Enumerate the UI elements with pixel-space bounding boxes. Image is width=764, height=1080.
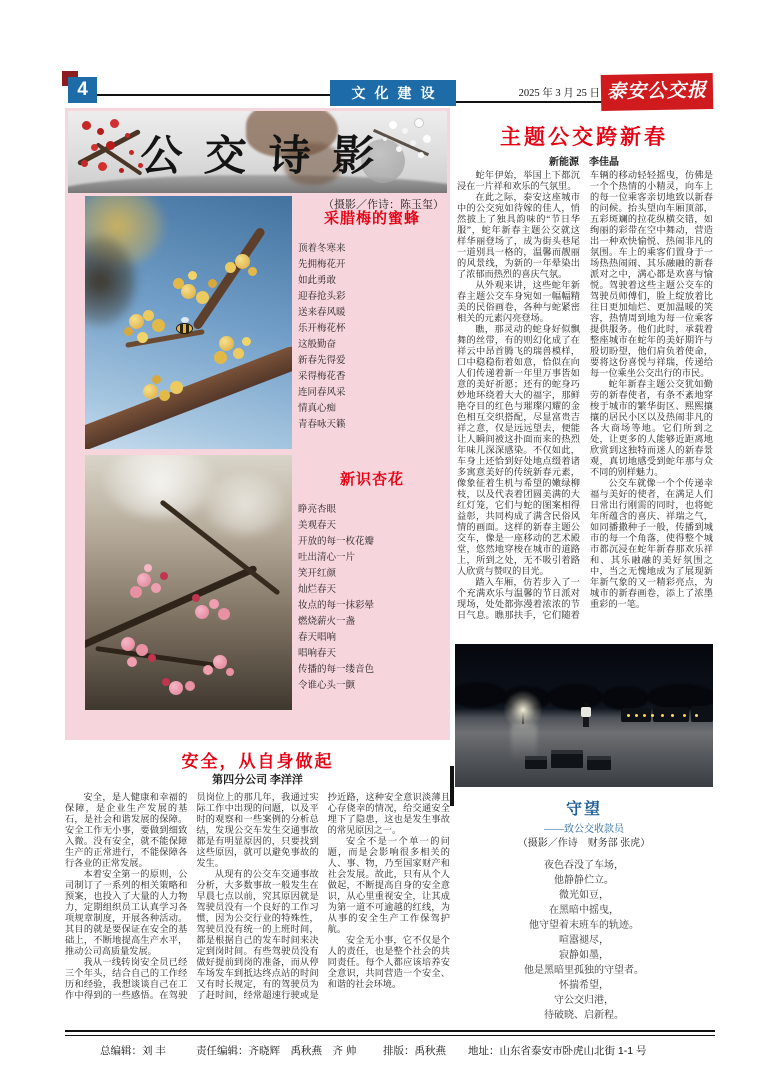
safety-article-body bbox=[65, 792, 450, 1024]
poem-line: 采得梅花香 bbox=[298, 372, 346, 382]
poem-lines bbox=[298, 502, 446, 694]
blurred-blossom-decoration bbox=[205, 475, 285, 535]
bee-wing bbox=[181, 317, 189, 323]
parked-bus bbox=[653, 707, 689, 722]
poem-line: 妆点的每一抹彩晕 bbox=[298, 601, 375, 611]
poem-line: 唱响春天 bbox=[298, 649, 337, 659]
footer-rule bbox=[65, 1035, 715, 1036]
poem-line: 美观春天 bbox=[298, 521, 337, 531]
masthead-logo: 泰安公交报 bbox=[601, 73, 714, 111]
poem-line: 先拥梅花开 bbox=[298, 260, 346, 270]
branch-decoration bbox=[85, 343, 292, 449]
issue-date: 2025 年 3 月 25 日 bbox=[518, 88, 600, 99]
poem-line: 他守望着末班车的轨迹。 bbox=[529, 920, 639, 931]
poem-line: 在黑暗中摇曳， bbox=[549, 905, 619, 916]
poem-line: 喧嚣褪尽， bbox=[559, 935, 609, 946]
cash-box bbox=[551, 750, 583, 768]
wintersweet-flower bbox=[143, 384, 158, 399]
paragraph: 我从一线转岗安全员已经三个年头，结合自己的工作经历和经验，我想谈谈自己在工作中得到的一些感悟。在驾驶员岗位上的那几年，我通过实际工作中出现的问题，以及平时的观察和一些案例的分析总结，发现公交车发生交通事故都是有明显原因的，只要找到这些原因，就可以避免事故的发生。 bbox=[65, 792, 319, 1000]
paragraph: 安全无小事，它不仅是个人的责任，也是整个社会的共同责任。每个人都应该培养安全意识，共同营造一个安全、和谐的社会环境。 bbox=[327, 935, 450, 989]
poem-line: 情真心痴 bbox=[298, 404, 337, 414]
parked-bus bbox=[691, 706, 713, 722]
banner-title: 公交诗影 bbox=[139, 134, 398, 180]
page-number: 4 bbox=[68, 77, 97, 103]
wintersweet-flower bbox=[219, 336, 234, 351]
paragraph: 安全，是人健康和幸福的保障，是企业生产发展的基石，是社会和谐发展的保障。安全工作无小事，要做到细致入微。没有安全，就不能保障生产的正常进行，不能保障各行各业的正常发展。 bbox=[65, 792, 188, 868]
paragraph: 公交车就像一个个传递幸福与美好的使者，在满足人们日常出行刚需的同时，也将蛇年所蕴含的喜庆、祥瑞之气，如同播撒种子一般，传播到城市的每一个角落，使得整个城市都沉浸在蛇年新春那欢乐祥和、其乐融融的美好氛围之中，当之无愧地成为了展现新年新气象的又一精彩亮点，为城市的新春画卷，添上了浓墨重彩的一笔。 bbox=[590, 478, 713, 609]
poem-line: 这般勤奋 bbox=[298, 340, 337, 350]
footer-address: 地址：山东省泰安市卧虎山北街 1-1 号 bbox=[468, 1045, 647, 1057]
bus-article-byline: 新能源 李佳晶 bbox=[549, 157, 619, 168]
poem-line: 乐开梅花杯 bbox=[298, 324, 346, 334]
apricot-flower bbox=[121, 637, 135, 651]
poem-title: 新识杏花 bbox=[339, 472, 404, 488]
poem-line: 顶着冬寒来 bbox=[298, 244, 346, 254]
poem-line: 燃烧薪火一盏 bbox=[298, 617, 356, 627]
poem-line: 怀揣希望， bbox=[559, 980, 609, 991]
footer-chief-editor: 总编辑：刘 丰 bbox=[100, 1045, 166, 1057]
apricot-flower bbox=[169, 681, 183, 695]
night-bus-depot-photo bbox=[455, 644, 713, 787]
poem-line: 夜色吞没了车场， bbox=[544, 860, 624, 871]
section-title: 文化建设 bbox=[330, 80, 456, 106]
tree-silhouette bbox=[455, 682, 507, 708]
apricot-flower bbox=[213, 655, 227, 669]
apricot-flower bbox=[137, 573, 151, 587]
paragraph: 从现有的公交车交通事故分析，大多数事故一般发生在早晨七点以前，究其原因就是驾驶员没有一个良好的工作习惯，因为公交行业的特殊性，驾驶员没有统一的上班时间，都是根据自己的发车时间来决定到岗时间。有些驾驶员没有做好提前到岗的准备，而从停车场发车到抵达终点站的时间又有时长规定，有的驾驶员为了赶时间，经常超速行驶或是抄近路，这种安全意识淡薄且心存侥幸的情况，给交通安全埋下了隐患，这也是发生事故的常见原因之一。 bbox=[196, 792, 450, 1000]
safety-article-title: 安全，从自身做起 bbox=[181, 752, 334, 771]
paragraph: 安全不是一个单一的问题，而是会影响很多相关的人、事、物，乃至国家财产和社会发展。故此，只有从个人做起，不断提高自身的安全意识，从心里重视安全，让其成为第一道不可逾越的红线，为从事的安全生产工作保驾护航。 bbox=[327, 836, 450, 934]
blurred-blossom-decoration bbox=[105, 455, 215, 517]
paragraph: 本着安全第一的原则，公司制订了一系列的相关策略和预案，也投入了大量的人力物力，定期组织员工认真学习各项规章制度，开展各种活动。其目的就是要保证在安全的基础上，不断地提高生产水平，推动公司高质量发展。 bbox=[65, 869, 188, 956]
wintersweet-flower bbox=[181, 284, 196, 299]
banner-credit: （摄影／作诗：陈玉玺） bbox=[323, 199, 444, 211]
bee bbox=[177, 324, 192, 333]
wintersweet-bee-photo bbox=[85, 196, 292, 449]
cash-box bbox=[587, 756, 611, 770]
header-rule-right bbox=[456, 101, 602, 103]
watch-poem-lines bbox=[455, 858, 713, 1023]
watch-poem-subtitle: ——致公交收款员 bbox=[544, 824, 624, 835]
poem-line: 新春先得爱 bbox=[298, 356, 346, 366]
poem-line: 寂静如墨， bbox=[559, 950, 609, 961]
section-divider-bar bbox=[450, 766, 454, 806]
poem-line: 守公交归港， bbox=[554, 995, 614, 1006]
poem-line: 令谁心头一颤 bbox=[298, 681, 356, 691]
poem-line: 送来春风暖 bbox=[298, 308, 346, 318]
paragraph: 蛇年伊始，举国上下都沉浸在一片祥和欢乐的气氛里。 bbox=[457, 170, 580, 191]
poem-line: 灿烂春天 bbox=[298, 585, 337, 595]
poem-line: 如此勇敢 bbox=[298, 276, 337, 286]
paragraph: 瞧，那灵动的蛇身好似飘舞的丝带，有的则幻化成了在祥云中昂首腾飞的瑞兽模样，口中稳稳衔着如意，恰似在向人们传递着新一年里万事皆如意的美好祈愿；还有的蛇身巧妙地环绕着大大的福字，那鲜艳夺目的红色与璀璨闪耀的金色相互交织搭配，尽显富贵吉祥之意，仅是远远望去，便能让人瞬间被这扑面而来的热烈年味儿深深感染。不仅如此，车身上还恰到好处地点缀着诸多寓意美好的传统新春元素，像象征着生机与希望的嫩绿柳枝，以及代表着团圆美满的大红灯笼，它们与蛇的图案相得益彰，共同构成了满含民俗风情的画面。这样的新春主题公交车，像是一座移动的艺术殿堂，悠然地穿梭在城市的道路上，所到之处，无不吸引着路人欣赏与赞叹的目光。 bbox=[457, 324, 580, 576]
poem-line: 待破晓、启新程。 bbox=[544, 1010, 624, 1021]
tree-silhouette bbox=[601, 686, 649, 710]
poem-line: 青春咏天籁 bbox=[298, 420, 346, 430]
bus-article-title: 主题公交跨新春 bbox=[500, 125, 668, 149]
watch-poem-credit: （摄影／作诗 财务部 张虎） bbox=[517, 838, 651, 849]
poem-line: 春天唱响 bbox=[298, 633, 337, 643]
banner-artwork bbox=[68, 111, 447, 193]
apricot-blossom-photo bbox=[85, 455, 292, 710]
footer-typesetting: 排版：禹秋燕 bbox=[383, 1045, 446, 1057]
poem-lines bbox=[298, 241, 446, 433]
watch-poem-title: 守望 bbox=[565, 801, 602, 818]
poem-apricot bbox=[298, 468, 446, 694]
footer-editors: 责任编辑：齐晓辉 禹秋燕 齐 帅 bbox=[196, 1045, 357, 1057]
poem-title: 采腊梅的蜜蜂 bbox=[323, 211, 420, 227]
poem-line: 吐出清心一片 bbox=[298, 553, 356, 563]
paragraph: 从外观来讲，这些蛇年新春主题公交车身宛如一幅幅精美的民俗画卷，各种与蛇紧密相关的元素闪亮登场。 bbox=[457, 280, 580, 323]
poem-line: 微光如豆， bbox=[559, 890, 609, 901]
poem-line: 连同春风采 bbox=[298, 388, 346, 398]
paragraph: 踏入车厢，仿若步入了一个充满欢乐与温馨的节日派对现场，处处都弥漫着浓浓的节日气息。瞧那扶手，它们随着车辆的移动轻轻摇曳，仿佛是一个个热情的小精灵，向车上的每一位乘客亲切地致以新春的问候。抬头望向车厢顶部，五彩斑斓的拉花纵横交错，如绚丽的彩带在空中舞动，营造出一种欢快愉悦、热闹非凡的氛围。车上的乘客们置身于一场热热闹闹、其乐融融的新春派对之中，满心都是欢喜与愉悦。驾驶着这些主题公交车的驾驶员师傅们，脸上绽放着比往日更加灿烂、更加温暖的笑容，热情周到地为每一位乘客提供服务。他们此时，承载着整座城市在蛇年的美好期许与殷切盼望，他们肩负着使命，要将这份喜悦与祥瑞，传递给每一位乘坐公交出行的市民。 bbox=[457, 170, 713, 620]
poem-line: 开放的每一枚花瓣 bbox=[298, 537, 375, 547]
branch-decoration bbox=[192, 226, 267, 331]
poem-line: 迎春抢头彩 bbox=[298, 292, 346, 302]
paragraph: 在此之际，泰安这座城市中的公交宛如待嫁的佳人，悄然披上了独具韵味的“节日华服”，蛇年新春主题公交就这样华丽登场了，成为街头巷尾一道别具一格的，温馨而靓丽的风景线，为新的一年晕染出了浓郁而热烈的喜庆气氛。 bbox=[457, 192, 580, 279]
safety-article-byline: 第四分公司 李洋洋 bbox=[212, 774, 303, 786]
apricot-flower bbox=[195, 605, 209, 619]
parked-bus bbox=[621, 708, 651, 722]
bus-article-body bbox=[457, 170, 713, 643]
tree-silhouette bbox=[547, 684, 603, 710]
cash-box bbox=[525, 756, 547, 769]
poem-wintersweet bbox=[298, 207, 446, 433]
bus-lights bbox=[627, 714, 630, 717]
branch-decoration bbox=[95, 646, 224, 669]
poem-line: 笑开红颜 bbox=[298, 569, 337, 579]
paragraph: 蛇年新春主题公交犹如勤劳的新春使者，有条不紊地穿梭于城市的繁华街区、熙熙攘攘的居民小区以及热闹非凡的各大商场等地。它们所到之处，让更多的人能够近距离地欣赏到这独特而迷人的新春景观，真切地感受到蛇年那与众不同的别样魅力。 bbox=[590, 379, 713, 477]
wintersweet-flower bbox=[129, 314, 144, 329]
poem-line: 传播的每一缕音色 bbox=[298, 665, 375, 675]
person-silhouette bbox=[581, 707, 591, 717]
header-rule-left bbox=[79, 94, 332, 96]
poem-line: 他是黑暗里孤独的守望者。 bbox=[524, 965, 644, 976]
branch-decoration bbox=[85, 565, 258, 653]
poem-line: 他静静伫立。 bbox=[554, 875, 614, 886]
poem-line: 睁亮杏眼 bbox=[298, 505, 337, 515]
person-silhouette bbox=[583, 717, 589, 727]
footer-rule bbox=[65, 1030, 715, 1032]
wintersweet-flower bbox=[235, 254, 250, 269]
branch-decoration bbox=[125, 329, 205, 348]
